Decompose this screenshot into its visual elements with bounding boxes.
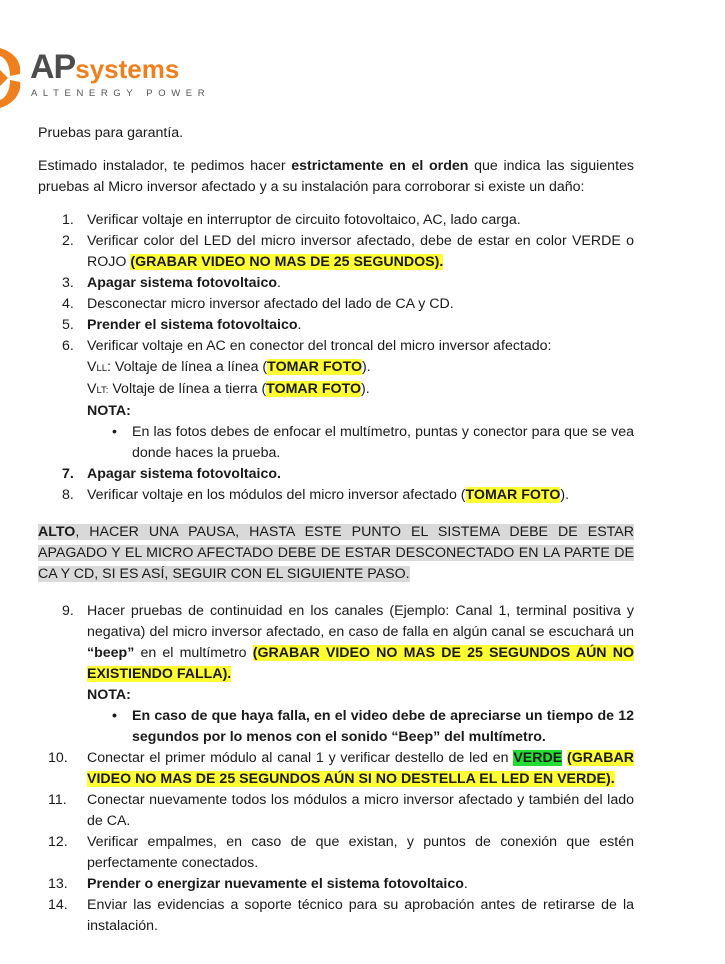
- document-body: [38, 120, 634, 937]
- step-text: Verificar color del LED del micro inversor afectado, debe de estar en color VERDE o ROJO: [87, 233, 634, 270]
- step-bold: Prender el sistema fotovoltaico: [87, 317, 298, 333]
- step-text: Conectar nuevamente todos los módulos a micro inversor afectado y también del lado de CA.: [87, 792, 634, 829]
- vll-after: ).: [362, 359, 371, 375]
- vll-highlight: TOMAR FOTO: [267, 359, 363, 375]
- step-text: Conectar el primer módulo al canal 1 y verificar destello de led en: [87, 750, 514, 766]
- step-highlight: (GRABAR VIDEO NO MAS DE 25 SEGUNDOS).: [130, 254, 444, 270]
- step-number: 2.: [62, 233, 74, 249]
- vll-text: : Voltaje de línea a línea (: [107, 359, 268, 375]
- step-number: 9.: [62, 603, 74, 619]
- bullet-text: En caso de que haya falla, en el video debe de apreciarse un tiempo de 12 segundos por lo menos con el sonido “Beep” del multímetro.: [132, 708, 634, 745]
- step-11: [38, 790, 634, 832]
- step-number: 13.: [48, 876, 68, 892]
- vlt-line: [87, 379, 634, 401]
- nota-label: NOTA:: [87, 687, 131, 703]
- step-number: 12.: [48, 834, 68, 850]
- step-text: Verificar voltaje en AC en conector del troncal del micro inversor afectado:: [87, 338, 552, 354]
- step-number: 4.: [62, 296, 74, 312]
- apsystems-mark-icon: [0, 42, 32, 112]
- step-number: 6.: [62, 338, 74, 354]
- intro-paragraph: [38, 156, 634, 198]
- bullet-icon: •: [112, 424, 117, 440]
- step-bold: Apagar sistema fotovoltaico: [87, 275, 278, 291]
- alto-paragraph: [38, 522, 634, 585]
- step-after: .: [463, 876, 468, 892]
- vlt-text: Voltaje de línea a tierra (: [108, 381, 267, 397]
- step-number: 14.: [48, 897, 68, 913]
- step-3: [38, 273, 634, 294]
- alto-bold: ALTO: [38, 524, 76, 540]
- step-number: 3.: [62, 275, 74, 291]
- nota-bullets: [87, 422, 634, 464]
- step-6: [38, 336, 634, 464]
- step-4: [38, 294, 634, 315]
- step-number: 11.: [48, 792, 67, 808]
- step-13: [38, 874, 634, 895]
- step-after: ).: [560, 487, 570, 503]
- apsystems-logo: [0, 42, 220, 112]
- bullet-text: En las fotos debes de enfocar el multímetro, puntas y conector para que se vea donde haces la prueba.: [132, 424, 634, 461]
- vll-sub: LL: [96, 363, 108, 374]
- logo-tagline: ALTENERGY POWER: [31, 88, 211, 99]
- step-after: .: [277, 275, 281, 291]
- vll-line: [87, 357, 634, 379]
- step-number: 10.: [48, 750, 68, 766]
- step-bold: “beep”: [87, 645, 135, 661]
- step-text: Verificar voltaje en los módulos del micro inversor afectado (: [87, 487, 466, 503]
- vll-v: V: [87, 359, 97, 375]
- vlt-highlight: TOMAR FOTO: [266, 381, 362, 397]
- logo-systems: systems: [75, 54, 180, 84]
- step-text: Verificar voltaje en interruptor de circuito fotovoltaico, AC, lado carga.: [87, 212, 521, 228]
- alto-text: , HACER UNA PAUSA, HASTA ESTE PUNTO EL SISTEMA DEBE DE ESTAR APAGADO Y EL MICRO AFECTADO DEBE DE ESTAR DESCONECTADO EN LA PARTE DE CA Y CD, SI ES ASÍ, SEGUIR CON EL SIGUIENTE PASO.: [38, 524, 634, 582]
- nota-bullet-item: [87, 706, 634, 748]
- step-5: [38, 315, 634, 336]
- step-highlight: (GRABAR VIDEO NO MAS DE 25 SEGUNDOS AÚN SI NO DESTELLA EL LED EN VERDE).: [87, 750, 634, 787]
- step-text: Desconectar micro inversor afectado del lado de CA y CD.: [87, 296, 454, 312]
- step-9: [38, 601, 634, 748]
- step-highlight: TOMAR FOTO: [465, 487, 561, 503]
- steps-list-part2: [38, 601, 634, 937]
- alto-notice: [38, 524, 634, 582]
- nota-bullets: [87, 706, 634, 748]
- step-green-highlight: VERDE: [513, 750, 563, 766]
- step-after: .: [297, 317, 302, 333]
- document-title: Pruebas para garantía.: [38, 125, 184, 141]
- vlt-v: V: [87, 381, 97, 397]
- logo-wordmark: [30, 50, 179, 84]
- step-7: [38, 464, 634, 485]
- intro-bold: estrictamente en el orden: [291, 158, 469, 174]
- step-number: 1.: [62, 212, 74, 228]
- step-2: [38, 231, 634, 273]
- steps-list-part1: [38, 210, 634, 506]
- step-bold: Apagar sistema fotovoltaico.: [87, 466, 281, 482]
- step-number: 5.: [62, 317, 74, 333]
- logo-ap: AP: [30, 48, 76, 86]
- step-number: 8.: [62, 487, 74, 503]
- step-14: [38, 895, 634, 937]
- step-number: 7.: [62, 466, 74, 482]
- intro-before: Estimado instalador, te pedimos hacer: [38, 158, 292, 174]
- nota-bullet-item: [87, 422, 634, 464]
- step-text: Hacer pruebas de continuidad en los canales (Ejemplo: Canal 1, terminal positiva y negativa) del micro inversor afectado, en caso de falla en algún canal se escuchará un: [87, 603, 634, 640]
- vlt-after: ).: [361, 381, 370, 397]
- step-8: [38, 485, 634, 506]
- step-1: [38, 210, 634, 231]
- nota-label: NOTA:: [87, 403, 131, 419]
- vlt-sub: LT:: [96, 385, 109, 396]
- step-highlight: (GRABAR VIDEO NO MAS DE 25 SEGUNDOS AÚN NO EXISTIENDO FALLA).: [87, 645, 634, 682]
- step-bold: Prender o energizar nuevamente el sistema fotovoltaico: [87, 876, 464, 892]
- step-text: Verificar empalmes, en caso de que existan, y puntos de conexión que estén perfectamente conectados.: [87, 834, 634, 871]
- step-text2: en el multímetro: [134, 645, 253, 661]
- step-12: [38, 832, 634, 874]
- step-10: [38, 748, 634, 790]
- step-text: Enviar las evidencias a soporte técnico para su aprobación antes de retirarse de la instalación.: [87, 897, 634, 934]
- bullet-icon: •: [112, 708, 117, 724]
- intro-after: que indica las siguientes pruebas al Micro inversor afectado y a su instalación para corroborar si existe un daño:: [38, 158, 634, 195]
